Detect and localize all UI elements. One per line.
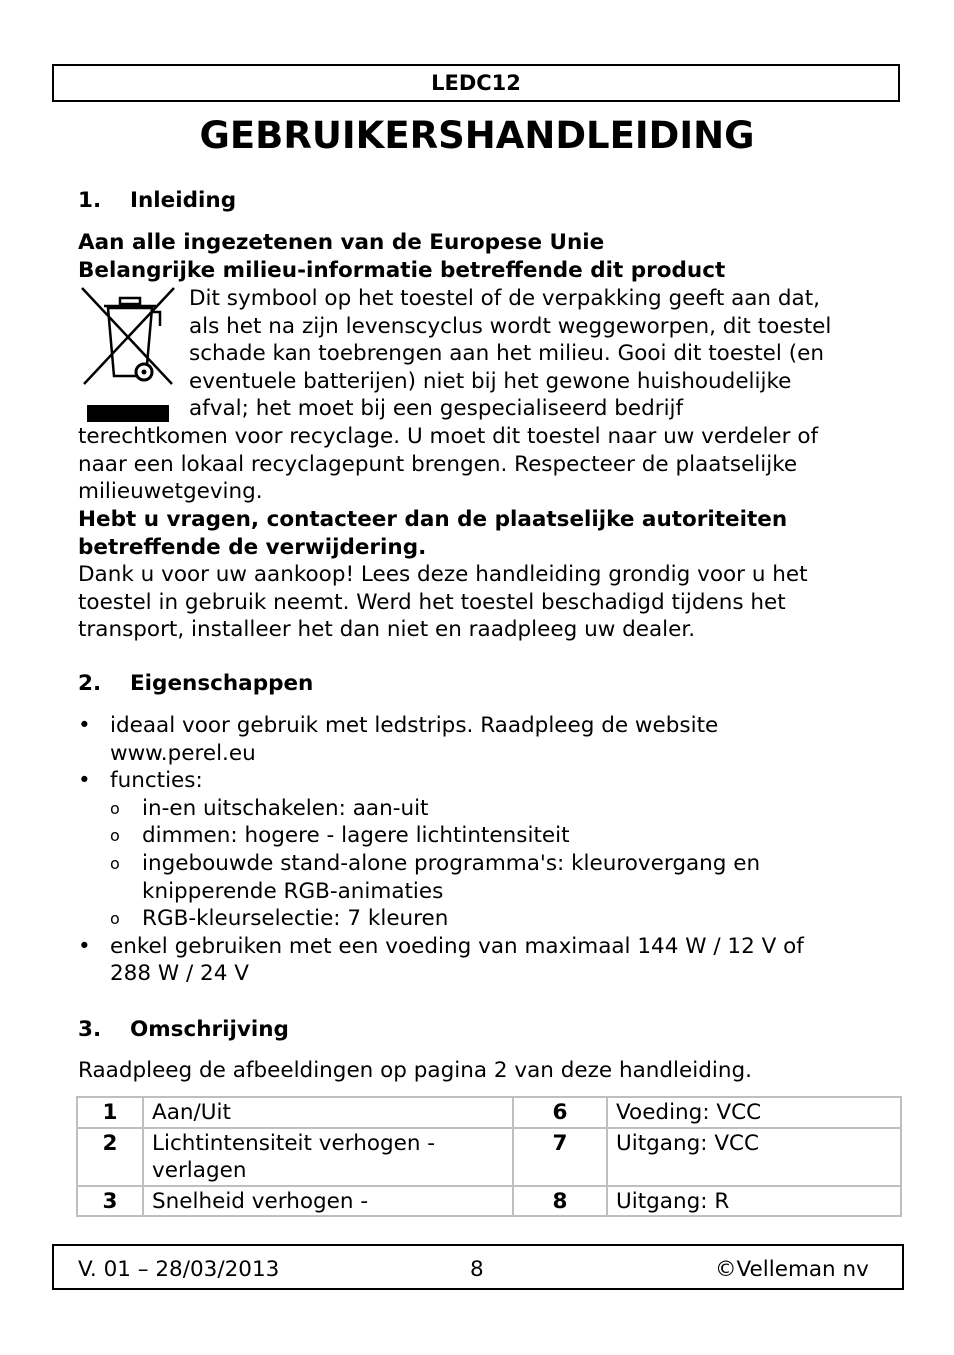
- list-item: [78, 905, 878, 933]
- features-list: [78, 712, 878, 988]
- function-programs: ingebouwde stand-alone programma's: kleurovergang en: [142, 850, 761, 876]
- part-label: Uitgang: R: [607, 1186, 901, 1217]
- footer-version: V. 01 – 28/03/2013: [78, 1257, 280, 1282]
- weee-text-7: naar een lokaal recyclagepunt brengen. Respecteer de plaatselijke: [78, 451, 798, 477]
- part-number: 8: [513, 1186, 607, 1217]
- section-3-number: 3.: [78, 1017, 102, 1042]
- function-programs-cont: knipperende RGB-animaties: [142, 878, 444, 904]
- questions-line-2: betreffende de verwijdering.: [78, 534, 427, 560]
- document-title: GEBRUIKERSHANDLEIDING: [199, 114, 755, 157]
- section-2-title: Eigenschappen: [130, 671, 314, 696]
- weee-text-1: Dit symbool op het toestel of de verpakking geeft aan dat,: [189, 286, 820, 311]
- part-label: [143, 1128, 513, 1186]
- weee-crossed-bin-icon: [80, 286, 176, 386]
- function-on-off: in-en uitschakelen: aan-uit: [142, 795, 429, 821]
- list-item: [78, 795, 878, 823]
- table-row: [77, 1186, 901, 1217]
- weee-text-2: als het na zijn levenscyclus wordt weggeworpen, dit toestel: [189, 313, 832, 339]
- thanks-line-2: toestel in gebruik neemt. Werd het toestel beschadigd tijdens het: [78, 589, 786, 615]
- weee-text-8: milieuwetgeving.: [78, 479, 263, 505]
- thanks-line-1: Dank u voor uw aankoop! Lees deze handleiding grondig voor u het: [78, 562, 808, 587]
- table-row: [77, 1128, 901, 1186]
- part-label: Aan/Uit: [143, 1097, 513, 1128]
- footer-page-number: 8: [470, 1257, 484, 1282]
- part-number: 1: [77, 1097, 143, 1128]
- part-number: 2: [77, 1128, 143, 1186]
- sub-bullet-icon: o: [110, 826, 120, 846]
- feature-website: www.perel.eu: [110, 740, 256, 766]
- part-label-line: verlagen: [152, 1158, 247, 1184]
- feature-power-supply-cont: 288 W / 24 V: [110, 961, 249, 987]
- weee-text-4: eventuele batterijen) niet bij het gewone huishoudelijke: [189, 368, 792, 394]
- part-label: Voeding: VCC: [607, 1097, 901, 1128]
- bullet-icon: •: [78, 768, 91, 794]
- model-name: LEDC12: [431, 71, 521, 95]
- sub-bullet-icon: o: [110, 798, 120, 818]
- part-label: Uitgang: VCC: [607, 1128, 901, 1186]
- feature-ledstrips: ideaal voor gebruik met ledstrips. Raadpleeg de website: [110, 713, 719, 738]
- list-item: [78, 822, 878, 850]
- list-item: [78, 933, 878, 988]
- weee-black-bar: [87, 405, 169, 422]
- part-label-line: Lichtintensiteit verhogen -: [152, 1130, 436, 1156]
- section-3-title: Omschrijving: [130, 1017, 289, 1042]
- description-intro: Raadpleeg de afbeeldingen op pagina 2 van deze handleiding.: [78, 1058, 752, 1083]
- thanks-line-3: transport, installeer het dan niet en raadpleeg uw dealer.: [78, 617, 696, 643]
- parts-table: [76, 1096, 902, 1217]
- section-2-number: 2.: [78, 671, 102, 696]
- function-dimming: dimmen: hogere - lagere lichtintensiteit: [142, 823, 570, 849]
- section-1-heading: [78, 188, 236, 213]
- section-2-heading: [78, 671, 313, 696]
- part-number: 7: [513, 1128, 607, 1186]
- weee-text-5: afval; het moet bij een gespecialiseerd bedrijf: [189, 396, 684, 422]
- function-rgb-selection: RGB-kleurselectie: 7 kleuren: [142, 906, 449, 932]
- sub-bullet-icon: o: [110, 853, 120, 873]
- bullet-icon: •: [78, 933, 91, 959]
- table-row: [77, 1097, 901, 1128]
- bullet-icon: •: [78, 713, 91, 738]
- header-model-box: [52, 64, 900, 102]
- environment-info-heading: Belangrijke milieu-informatie betreffende dit product: [78, 258, 726, 283]
- feature-functions: functies:: [110, 768, 203, 794]
- questions-line-1: Hebt u vragen, contacteer dan de plaatselijke autoriteiten: [78, 507, 788, 532]
- eu-residents-heading: Aan alle ingezetenen van de Europese Unie: [78, 230, 605, 255]
- section-1-title: Inleiding: [130, 188, 237, 213]
- weee-text-6: terechtkomen voor recyclage. U moet dit toestel naar uw verdeler of: [78, 424, 819, 449]
- list-item: [78, 712, 878, 767]
- part-label: Snelheid verhogen -: [143, 1186, 513, 1217]
- feature-power-supply: enkel gebruiken met een voeding van maximaal 144 W / 12 V of: [110, 933, 804, 959]
- footer-copyright: ©Velleman nv: [715, 1257, 869, 1282]
- weee-text-3: schade kan toebrengen aan het milieu. Gooi dit toestel (en: [189, 341, 824, 367]
- part-number: 3: [77, 1186, 143, 1217]
- sub-bullet-icon: o: [110, 909, 120, 929]
- list-item: [78, 850, 878, 905]
- section-1-number: 1.: [78, 188, 102, 213]
- part-number: 6: [513, 1097, 607, 1128]
- list-item: [78, 767, 878, 795]
- section-3-heading: [78, 1017, 289, 1042]
